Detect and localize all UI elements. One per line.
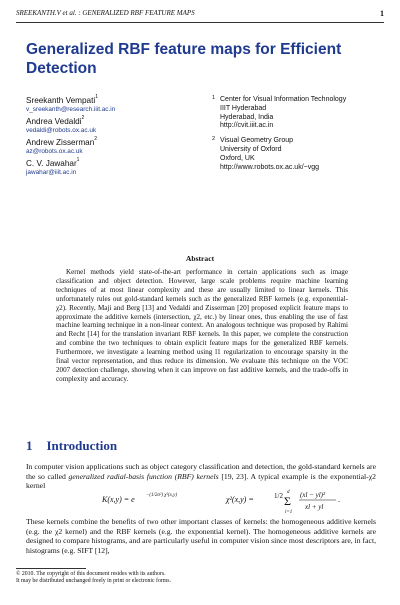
author-name: Sreekanth Vempati: [26, 96, 96, 105]
equation-exponential-chi2: [0, 484, 400, 518]
eq-sum-upper: d: [287, 490, 290, 495]
author-name: C. V. Jawahar: [26, 159, 77, 168]
affiliation-url[interactable]: http://cvit.iiit.ac.in: [220, 122, 274, 130]
abstract-text: Kernel methods yield state-of-the-art performance in certain applications such as image classification and object detection. However, large scale problems require machine learning techniques of at most linear complexity and these are usually limited to linear kernels. This unfortunately rules out gold-standard kernels such as the generalized RBF kernels (e.g. exponential-χ2). Recently, Maji and Berg [13] and Vedaldi and Zisserman [20] proposed explicit feature maps to approximate the additive kernels (intersection, χ2, etc.) by linear ones, thus enabling the use of fast machine learning technique in a non-linear context. An analogous technique was proposed by Rahimi and Recht [14] for the translation invariant RBF kernels. In this paper, we complete the construction and combine the two techniques to obtain explicit feature maps for the generalized RBF kernels. Furthermore, we investigate a learning method using l1 regularization to encourage sparsity in the final vector representation, and thus reduce its dimension. We evaluate this technique on the VOC 2007 detection challenge, showing when it can improve on fast additive kernels, and the trade-offs in complexity and accuracy.: [56, 268, 348, 383]
affil-mark: 1: [95, 94, 98, 101]
eq-period: .: [338, 495, 340, 504]
affiliation-line: IIIT Hyderabad: [220, 104, 267, 112]
footer-rule: [16, 568, 86, 569]
affiliation-line: University of Oxford: [220, 145, 282, 153]
affiliation-list: [212, 96, 392, 178]
author-entry: [26, 159, 206, 177]
eq-sum-sign: Σ: [284, 494, 291, 508]
eq-frac-den: xl + yl: [305, 503, 324, 511]
body-text: In computer vision applications such as object category classification and detection, the gold-standard kernels are the so called: [26, 462, 376, 481]
affiliation-url[interactable]: http://www.robots.ox.ac.uk/~vgg: [220, 163, 320, 171]
affiliation-line: Oxford, UK: [220, 154, 255, 162]
author-entry: [26, 138, 206, 156]
author-name: Andrew Zisserman: [26, 138, 95, 147]
paper-title: Generalized RBF feature maps for Efficient Detection: [26, 41, 342, 77]
author-email[interactable]: az@robots.ox.ac.uk: [26, 148, 83, 155]
eq-rhs-lhs: χ²(x,y) =: [226, 495, 254, 504]
copyright-line: © 2010. The copyright of this document resides with its authors.: [16, 571, 166, 577]
author-email[interactable]: vedaldi@robots.ox.ac.uk: [26, 127, 97, 134]
affiliation-line: Visual Geometry Group: [220, 137, 294, 145]
copyright-line: It may be distributed unchanged freely in print or electronic forms.: [16, 578, 172, 585]
affil-mark: 1: [76, 157, 80, 164]
eq-lhs: K(x,y) = e: [102, 495, 135, 504]
affil-mark: 1: [212, 95, 216, 101]
author-entry: [26, 117, 206, 135]
author-email[interactable]: v_sreekanth@research.iiit.ac.in: [26, 106, 116, 113]
header-rule: [16, 22, 384, 23]
affiliation-line: Hyderabad, India: [220, 113, 274, 121]
affil-mark: 2: [94, 136, 98, 143]
affil-mark: 2: [81, 115, 85, 122]
eq-sum-lower: l=1: [285, 510, 293, 515]
eq-half: 1/2: [274, 492, 283, 500]
author-name: Andrea Vedaldi: [26, 117, 82, 126]
author-email[interactable]: jawahar@iiit.ac.in: [26, 169, 77, 176]
affiliation-block: [212, 137, 392, 172]
affiliation-block: [212, 96, 392, 131]
abstract-heading: Abstract: [185, 254, 215, 263]
copyright-footer: [16, 571, 386, 586]
running-header: [16, 9, 384, 21]
author-list: [26, 96, 206, 180]
affiliation-line: Center for Visual Information Technology: [220, 96, 347, 103]
section-number: 1: [26, 438, 33, 453]
section-title: Introduction: [46, 438, 118, 453]
affil-mark: 2: [212, 136, 216, 143]
section-heading: [26, 438, 117, 454]
running-header-text: SREEKANTH.V et al. : GENERALIZED RBF FEATURE MAPS: [16, 9, 195, 17]
body-emphasis: generalized radial-basis function (RBF) kernels: [68, 471, 219, 481]
eq-exponent: −(1/2σ²) χ²(x,y): [146, 493, 178, 498]
eq-frac-num: (xl − yl)²: [300, 491, 326, 499]
author-entry: [26, 96, 206, 114]
body-text: [19, 23]. A typical example is the exponential-χ2 kernel: [26, 471, 376, 491]
page-number: 1: [380, 9, 384, 18]
body-paragraph: These kernels combine the benefits of two other important classes of kernels: the homogeneous additive kernels (e.g. the χ2 kernel) and the RBF kernels (e.g. the exponential kernel). The homogeneous additive kernels are designed to compare histograms, and are particularly useful in computer vision since most descriptors are, in fact, histograms (e.g. SIFT [12],: [26, 517, 376, 556]
